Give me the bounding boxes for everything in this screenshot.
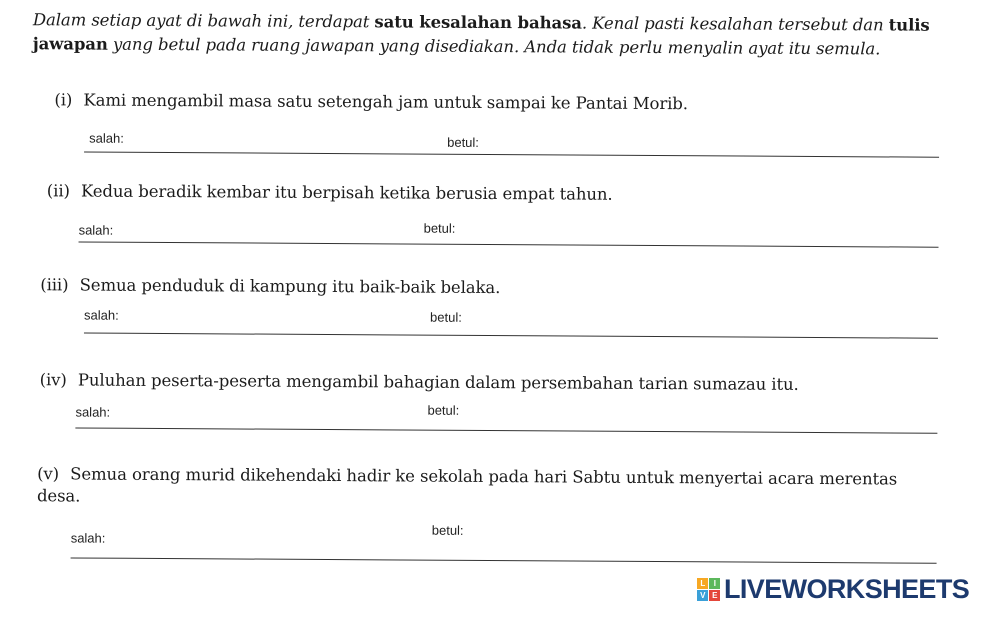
wrong-answer-input[interactable] bbox=[129, 129, 433, 153]
question-4 bbox=[40, 369, 940, 396]
question-2 bbox=[47, 180, 947, 207]
instructions-bold-1: satu kesalahan bahasa bbox=[374, 12, 582, 33]
correct-label: betul: bbox=[430, 309, 462, 325]
question-5 bbox=[37, 463, 942, 513]
instructions-text-3: yang betul pada ruang jawapan yang disediakan. Anda tidak perlu menyalin ayat itu semula. bbox=[107, 34, 881, 59]
wrong-answer-input[interactable] bbox=[111, 529, 415, 553]
instructions-text-1: Dalam setiap ayat di bawah ini, terdapat bbox=[32, 10, 375, 32]
correct-answer-input[interactable] bbox=[465, 401, 929, 426]
question-1 bbox=[54, 89, 954, 116]
question-text: Puluhan peserta-peserta mengambil bahagian dalam persembahan tarian sumazau itu. bbox=[77, 370, 799, 394]
question-number: (ii) bbox=[46, 181, 70, 201]
correct-answer-input[interactable] bbox=[462, 219, 926, 244]
answer-line bbox=[71, 557, 937, 563]
question-number: (i) bbox=[54, 90, 73, 110]
logo-text: LIVEWORKSHEETS bbox=[724, 574, 970, 604]
question-text: Semua orang murid dikehendaki hadir ke sekolah pada hari Sabtu untuk menyertai acara merentas desa. bbox=[36, 464, 898, 506]
question-text: Kedua beradik kembar itu berpisah ketika berusia empat tahun. bbox=[80, 181, 613, 204]
correct-label: betul: bbox=[427, 402, 460, 418]
question-number: (v) bbox=[37, 464, 60, 484]
question-number: (iii) bbox=[40, 275, 69, 295]
question-text: Semua penduduk di kampung itu baik-baik belaka. bbox=[79, 275, 501, 298]
wrong-label: salah: bbox=[78, 222, 114, 238]
instructions-text-2: . Kenal pasti kesalahan tersebut dan bbox=[581, 13, 889, 35]
wrong-answer-input[interactable] bbox=[115, 403, 419, 427]
wrong-label: salah: bbox=[75, 404, 111, 420]
question-3 bbox=[40, 274, 940, 301]
correct-answer-input[interactable] bbox=[470, 521, 934, 546]
wrong-label: salah: bbox=[89, 130, 124, 146]
question-number: (iv) bbox=[39, 370, 67, 390]
instructions-bold-2: tulis jawapan bbox=[32, 15, 930, 54]
correct-label: betul: bbox=[431, 522, 464, 538]
wrong-label: salah: bbox=[70, 530, 106, 546]
correct-label: betul: bbox=[447, 134, 479, 150]
logo-mark-icon bbox=[697, 578, 720, 601]
answer-line bbox=[84, 333, 938, 339]
logo-mark-letter: E bbox=[709, 590, 720, 601]
instructions bbox=[33, 8, 963, 62]
wrong-answer-input[interactable] bbox=[119, 221, 423, 245]
question-text: Kami mengambil masa satu setengah jam untuk sampai ke Pantai Morib. bbox=[83, 90, 688, 114]
logo-mark-letter: I bbox=[709, 578, 720, 589]
correct-answer-input[interactable] bbox=[468, 308, 932, 333]
liveworksheets-logo bbox=[697, 574, 969, 605]
answer-line bbox=[75, 427, 937, 433]
wrong-answer-input[interactable] bbox=[124, 306, 428, 330]
wrong-label: salah: bbox=[84, 307, 119, 323]
logo-mark-letter: L bbox=[697, 578, 708, 589]
correct-label: betul: bbox=[423, 220, 456, 236]
logo-mark-letter: V bbox=[697, 590, 708, 601]
